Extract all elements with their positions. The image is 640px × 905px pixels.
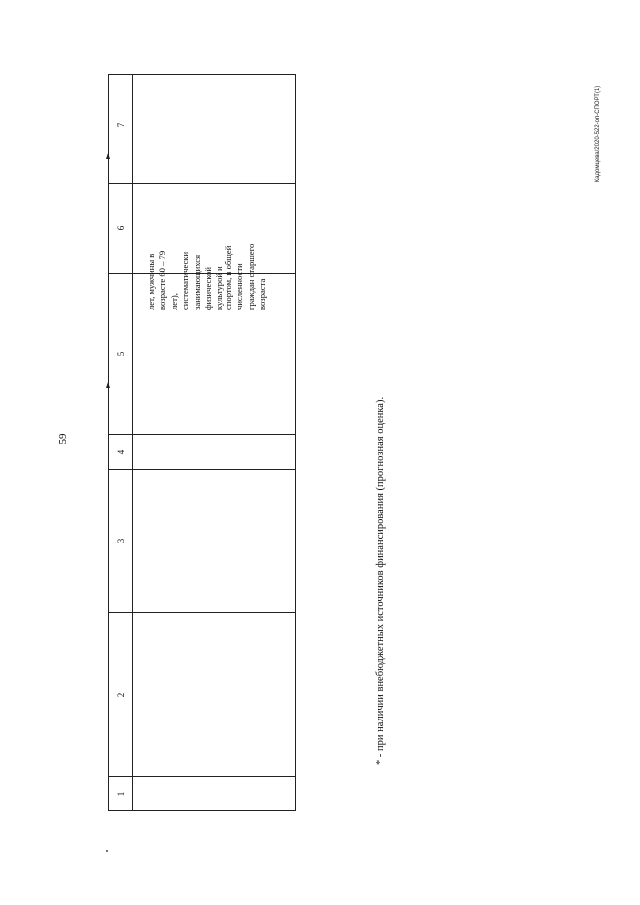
cell-line: систематически	[180, 251, 191, 310]
cell-line: культурой и	[214, 266, 225, 310]
column-number-5: 5	[116, 351, 126, 357]
column-number-1: 1	[116, 791, 126, 797]
cell-line: спортом, в общей	[223, 245, 233, 310]
file-id: Кадомцева/2020-522-оп-СПОРТ(1)	[595, 85, 601, 183]
cell-line: занимающихся	[191, 254, 202, 310]
column-7-cell-text-continued	[223, 88, 301, 310]
column-number-4: 4	[116, 449, 126, 455]
column-number-6: 6	[116, 225, 126, 231]
cell-line: лет, мужчины в	[146, 253, 156, 310]
header-row-divider	[132, 74, 133, 811]
column-number-2: 2	[116, 692, 126, 698]
column-divider-2-3	[108, 612, 296, 613]
column-number-3: 3	[116, 538, 126, 544]
cell-line: физической	[202, 267, 213, 310]
cell-line: численности	[234, 263, 245, 310]
cell-line: лет),	[168, 293, 179, 310]
column-divider-1-2	[108, 776, 296, 777]
cell-line: возрасте 60 – 79	[157, 250, 168, 310]
cell-line: возраста	[257, 278, 268, 310]
cell-line: граждан старшего	[245, 243, 256, 310]
column-number-7: 7	[116, 122, 126, 128]
scan-dot	[106, 850, 108, 852]
page-number: 59	[57, 433, 69, 445]
column-divider-3-4	[108, 469, 296, 470]
column-7-cell-text	[146, 88, 224, 310]
column-divider-4-5	[108, 434, 296, 435]
footnote: * - при наличии внебюджетных источников финансирования (прогнозная оценка).	[375, 396, 386, 765]
